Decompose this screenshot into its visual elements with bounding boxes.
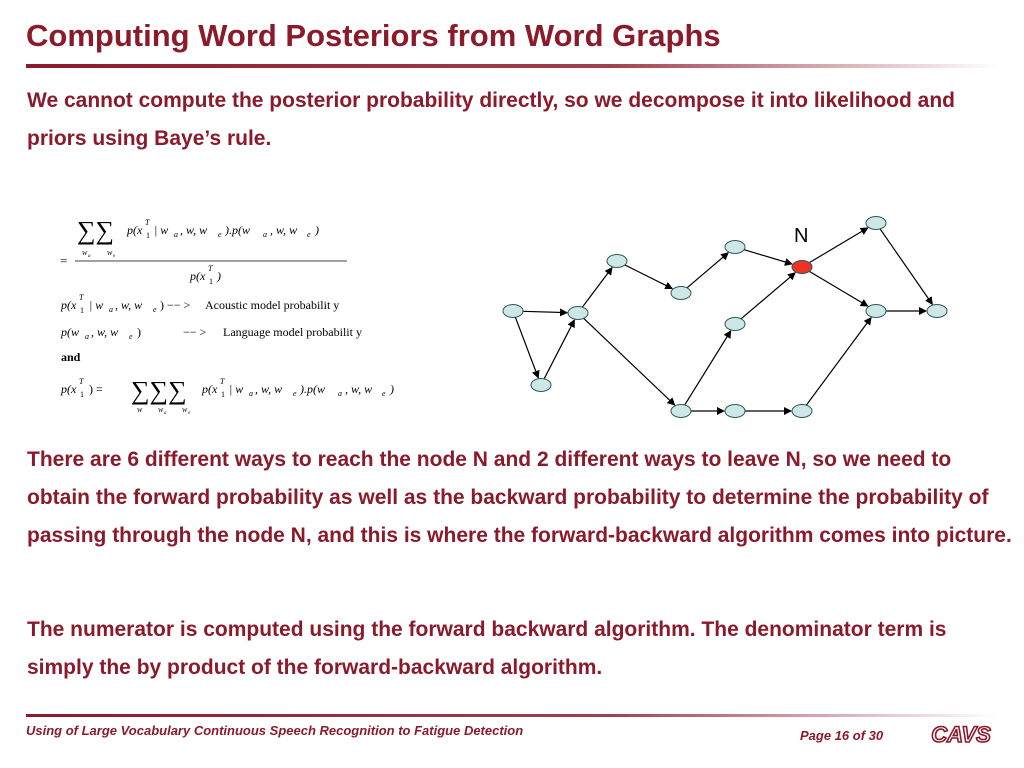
svg-text:): ) — [137, 325, 141, 339]
svg-text:e: e — [382, 389, 386, 398]
graph-edge — [744, 250, 792, 264]
logo-text: CAVS — [931, 722, 991, 747]
graph-edge — [809, 228, 867, 263]
graph-nodes — [503, 217, 947, 418]
svg-text:a: a — [85, 332, 89, 341]
graph-edge — [806, 318, 871, 405]
svg-text:a: a — [249, 389, 253, 398]
svg-text:T: T — [208, 264, 213, 273]
svg-text:p(x: p(x — [61, 382, 77, 396]
svg-text:) =: ) = — [89, 382, 103, 396]
graph-node-n — [792, 261, 812, 274]
svg-text:w: w — [107, 248, 113, 257]
footer-title: Using of Large Vocabulary Continuous Speech Recognition to Fatigue Detection — [26, 723, 524, 738]
svg-text:, w, w: , w, w — [115, 298, 143, 312]
svg-text:a: a — [164, 411, 167, 416]
numerator — [77, 216, 319, 259]
svg-text:e: e — [188, 411, 191, 416]
svg-text:=: = — [60, 253, 68, 268]
svg-text:): ) — [217, 269, 221, 283]
graph-node — [725, 318, 745, 331]
svg-text:).p(w: ).p(w — [225, 223, 250, 237]
graph-node — [531, 379, 551, 392]
svg-text:1: 1 — [209, 277, 213, 286]
graph-edge — [741, 273, 795, 319]
graph-edge — [687, 253, 728, 288]
graph-edge — [880, 229, 932, 304]
graph-node — [671, 405, 691, 418]
svg-text:e: e — [307, 230, 311, 239]
svg-text:| w: | w — [154, 223, 169, 237]
svg-text:, w, w: , w, w — [345, 382, 373, 396]
svg-text:p(x: p(x — [190, 269, 206, 283]
svg-text:T: T — [79, 377, 84, 386]
svg-text:, w, w: , w, w — [270, 223, 298, 237]
svg-text:, w, w: , w, w — [180, 223, 208, 237]
svg-text:p(x: p(x — [202, 382, 218, 396]
graph-edge — [809, 271, 867, 306]
title-divider — [26, 64, 998, 68]
slide-title: Computing Word Posteriors from Word Graphs — [26, 18, 721, 53]
graph-node — [866, 305, 886, 318]
graph-node — [725, 405, 745, 418]
svg-text:p(w: p(w — [61, 325, 79, 339]
graph-node — [725, 241, 745, 254]
svg-text:T: T — [220, 377, 225, 386]
svg-text:a: a — [263, 230, 267, 239]
intro-paragraph: We cannot compute the posterior probability directly, so we decompose it into likelihood and priors using Baye’s rule. — [27, 89, 956, 150]
graph-edge — [625, 265, 672, 289]
page-number: Page 16 of 30 — [800, 728, 884, 743]
svg-text:): ) — [390, 382, 394, 396]
svg-text:w: w — [158, 405, 164, 414]
and-text: and — [61, 350, 81, 364]
svg-text:∑∑∑: ∑∑∑ — [131, 376, 187, 405]
footer-divider — [26, 714, 998, 717]
svg-text:w: w — [137, 405, 143, 414]
svg-text:e: e — [218, 230, 222, 239]
denominator — [189, 264, 221, 286]
svg-text:a: a — [174, 230, 178, 239]
word-graph — [495, 200, 965, 425]
svg-text:e: e — [113, 254, 116, 259]
svg-text:1: 1 — [221, 390, 225, 399]
svg-text:): ) — [315, 223, 319, 237]
cavs-logo — [921, 720, 1001, 748]
svg-text:a: a — [88, 254, 91, 259]
sum-symbol: ∑∑ — [77, 216, 115, 245]
svg-text:1: 1 — [80, 306, 84, 315]
graph-node — [503, 305, 523, 318]
svg-text:w: w — [82, 248, 88, 257]
svg-text:, w, w: , w, w — [91, 325, 119, 339]
total-probability-equation — [60, 376, 394, 416]
graph-node — [607, 255, 627, 268]
svg-text:p(x: p(x — [127, 223, 143, 237]
graph-edge — [685, 331, 731, 405]
svg-text:) −− >: ) −− > — [160, 298, 191, 312]
node-n-label: N — [794, 225, 809, 247]
graph-edge — [515, 317, 538, 377]
graph-node — [866, 217, 886, 230]
svg-text:).p(w: ).p(w — [300, 382, 325, 396]
graph-edge — [523, 311, 567, 312]
svg-text:w: w — [182, 405, 188, 414]
acoustic-label: Acoustic model probabilit y — [205, 298, 340, 312]
forward-backward-paragraph: There are 6 different ways to reach the node N and 2 different ways to leave N, so we need to obtain the forward probability as well as the backward probability to determine the probability of passing through the node N, and this is where the forward-backward algorithm comes into picture. — [27, 448, 1012, 547]
svg-text:p(x: p(x — [61, 298, 77, 312]
svg-text:a: a — [338, 389, 342, 398]
svg-text:1: 1 — [80, 390, 84, 399]
svg-text:e: e — [293, 389, 297, 398]
graph-edge — [582, 268, 612, 308]
graph-node — [927, 305, 947, 318]
svg-text:T: T — [79, 293, 84, 302]
svg-text:e: e — [129, 332, 133, 341]
graph-node — [568, 307, 588, 320]
graph-node — [792, 405, 812, 418]
svg-text:T: T — [145, 218, 150, 227]
graph-node — [671, 287, 691, 300]
graph-edge — [584, 318, 675, 405]
numerator-paragraph: The numerator is computed using the forward backward algorithm. The denominator term is simply the by product of the forward-backward algorithm. — [27, 618, 947, 679]
graph-edge — [544, 320, 574, 379]
svg-text:| w: | w — [89, 298, 104, 312]
bayes-equations — [55, 205, 465, 420]
svg-text:| w: | w — [229, 382, 244, 396]
language-label: Language model probabilit y — [223, 325, 362, 339]
acoustic-equation — [60, 293, 339, 315]
svg-text:, w, w: , w, w — [255, 382, 283, 396]
svg-text:a: a — [109, 305, 113, 314]
svg-text:e: e — [153, 305, 157, 314]
svg-text:−− >: −− > — [183, 325, 207, 339]
svg-text:1: 1 — [146, 231, 150, 240]
language-equation — [60, 325, 362, 341]
